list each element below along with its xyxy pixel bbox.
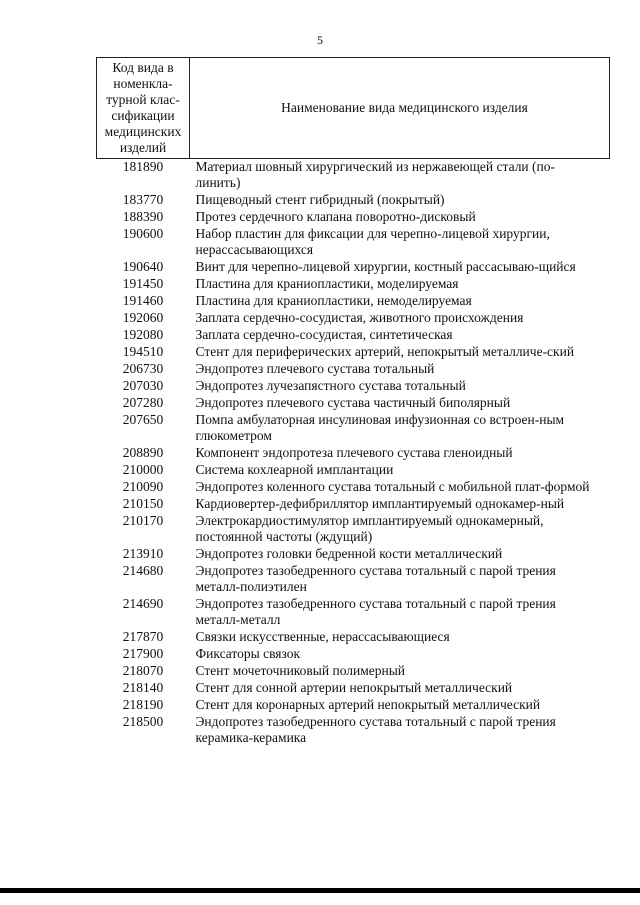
- table-row: [97, 646, 610, 663]
- device-code: 207650: [122, 412, 164, 427]
- table-header-row: [97, 58, 610, 159]
- device-code: 191460: [122, 293, 164, 308]
- table-row: [97, 293, 610, 310]
- table-row: [97, 276, 610, 293]
- device-name: Кардиовертер-дефибриллятор имплантируемый однокамер-ный: [195, 496, 565, 511]
- table-row: [97, 513, 610, 546]
- device-name: Эндопротез лучезапястного сустава тотальный: [195, 378, 466, 393]
- device-name: Эндопротез тазобедренного сустава тотальный с парой трения металл-полиэтилен: [195, 563, 556, 594]
- table-row: [97, 361, 610, 378]
- device-name: Стент мочеточниковый полимерный: [195, 663, 406, 678]
- bottom-rule: [0, 888, 640, 893]
- device-code: 208890: [122, 445, 164, 460]
- device-name: Электрокардиостимулятор имплантируемый однокамерный, постоянной частоты (ждущий): [195, 513, 544, 544]
- device-name: Заплата сердечно-сосудистая, животного происхождения: [195, 310, 524, 325]
- device-name: Эндопротез плечевого сустава тотальный: [195, 361, 435, 376]
- device-code: 188390: [122, 209, 164, 224]
- table-row: [97, 327, 610, 344]
- device-name: Набор пластин для фиксации для черепно-лицевой хирургии, нерассасывающихся: [195, 226, 550, 257]
- table-row: [97, 629, 610, 646]
- device-name: Эндопротез тазобедренного сустава тотальный с парой трения металл-металл: [195, 596, 556, 627]
- device-code: 218500: [122, 714, 164, 729]
- table-row: [97, 209, 610, 226]
- device-code: 210170: [122, 513, 164, 528]
- device-name: Помпа амбулаторная инсулиновая инфузионная со встроен-ным глюкометром: [195, 412, 565, 443]
- device-name: Пластина для краниопластики, моделируемая: [195, 276, 459, 291]
- device-code: 192080: [122, 327, 164, 342]
- device-code: 218140: [122, 680, 164, 695]
- device-name: Фиксаторы связок: [195, 646, 301, 661]
- device-code: 214690: [122, 596, 164, 611]
- device-name: Эндопротез головки бедренной кости металлический: [195, 546, 503, 561]
- device-code: 217870: [122, 629, 164, 644]
- device-name: Стент для сонной артерии непокрытый металлический: [195, 680, 513, 695]
- table-body: [97, 159, 610, 748]
- table-row: [97, 259, 610, 276]
- page-number: 5: [317, 33, 323, 47]
- table-row: [97, 395, 610, 412]
- device-code: 191450: [122, 276, 164, 291]
- device-code: 210000: [122, 462, 164, 477]
- device-name: Эндопротез плечевого сустава частичный биполярный: [195, 395, 511, 410]
- device-code: 214680: [122, 563, 164, 578]
- table-row: [97, 344, 610, 361]
- table-row: [97, 714, 610, 747]
- device-code: 207280: [122, 395, 164, 410]
- device-code: 183770: [122, 192, 164, 207]
- device-name: Винт для черепно-лицевой хирургии, костный рассасываю-щийся: [195, 259, 576, 274]
- device-code: 213910: [122, 546, 164, 561]
- device-code: 207030: [122, 378, 164, 393]
- table-row: [97, 563, 610, 596]
- device-code: 190600: [122, 226, 164, 241]
- table-row: [97, 663, 610, 680]
- table-row: [97, 697, 610, 714]
- table-row: [97, 378, 610, 395]
- column-header-name: Наименование вида медицинского изделия: [190, 58, 610, 159]
- table-row: [97, 226, 610, 259]
- device-code: 194510: [122, 344, 164, 359]
- device-name: Стент для периферических артерий, непокрытый металличе-ский: [195, 344, 575, 359]
- table-row: [97, 680, 610, 697]
- device-code: 192060: [122, 310, 164, 325]
- device-name: Пластина для краниопластики, немоделируемая: [195, 293, 472, 308]
- device-code: 218190: [122, 697, 164, 712]
- device-name: Эндопротез коленного сустава тотальный с мобильной плат-формой: [195, 479, 590, 494]
- table-row: [97, 462, 610, 479]
- device-code: 210150: [122, 496, 164, 511]
- device-name: Эндопротез тазобедренного сустава тотальный с парой трения керамика-керамика: [195, 714, 556, 745]
- table-row: [97, 310, 610, 327]
- device-name: Стент для коронарных артерий непокрытый металлический: [195, 697, 541, 712]
- table-row: [97, 496, 610, 513]
- device-code: 217900: [122, 646, 164, 661]
- table-row: [97, 546, 610, 563]
- table-row: [97, 159, 610, 193]
- device-name: Заплата сердечно-сосудистая, синтетическая: [195, 327, 453, 342]
- device-name: Материал шовный хирургический из нержавеющей стали (по-линить): [195, 159, 555, 190]
- table-row: [97, 479, 610, 496]
- device-name: Система кохлеарной имплантации: [195, 462, 394, 477]
- table-row: [97, 192, 610, 209]
- device-name: Компонент эндопротеза плечевого сустава гленоидный: [195, 445, 513, 460]
- table-row: [97, 412, 610, 445]
- device-table: [96, 57, 610, 747]
- device-code: 218070: [122, 663, 164, 678]
- device-code: 206730: [122, 361, 164, 376]
- device-name: Протез сердечного клапана поворотно-дисковый: [195, 209, 476, 224]
- device-code: 190640: [122, 259, 164, 274]
- device-code: 181890: [122, 159, 164, 174]
- device-name: Пищеводный стент гибридный (покрытый): [195, 192, 445, 207]
- device-code: 210090: [122, 479, 164, 494]
- table-row: [97, 445, 610, 462]
- table-row: [97, 596, 610, 629]
- device-name: Связки искусственные, нерассасывающиеся: [195, 629, 450, 644]
- column-header-code: Код вида в номенкла-турной клас-сификации медицинских изделий: [97, 58, 190, 159]
